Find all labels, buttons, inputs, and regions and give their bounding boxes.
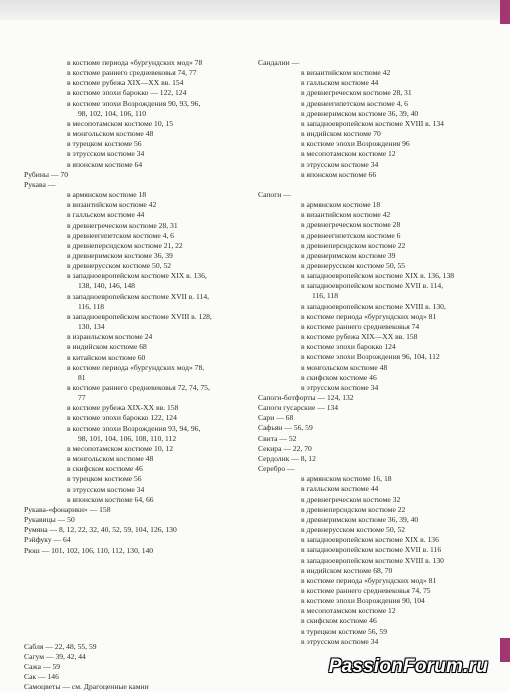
index-subentry: в костюме периода «бургундских мод» 81 [301,311,437,321]
index-subentry: в монгольском костюме 48 [67,454,154,464]
index-subentry: в скифском костюме 46 [67,464,143,474]
index-subentry: в костюме эпохи барокко — 122, 124 [67,88,187,98]
index-subentry: в византийском костюме 42 [301,210,391,220]
index-subentry: в западноевропейском костюме XVII в. 114, [67,291,210,301]
watermark-text: PassionForum.ru [328,656,488,677]
index-subentry: в костюме эпохи барокко 124 [301,342,396,352]
index-heading: Рэйфуку — 64 [24,535,71,545]
index-heading: Сердолик — 8, 12 [258,453,316,463]
index-heading: Самоцветы — см. Драгоценные камни [24,682,149,692]
index-heading: Сажа — 59 [24,661,61,671]
index-heading: Сафьян — 56, 59 [258,423,313,433]
index-subentry: в костюме раннего средневековья 72, 74, 75, [67,383,210,392]
index-subentry: 98, 101, 104, 106, 108, 110, 112 [78,433,177,443]
index-subentry: в костюме рубежа XIX-XX вв. 158 [67,403,179,413]
index-heading: Секира — 22, 70 [258,443,312,453]
index-subentry: в древнегреческом костюме 28, 31 [67,220,178,230]
page-top-band [0,0,510,20]
index-heading: Рубины — 70 [24,169,68,179]
index-subentry: в скифском костюме 46 [301,372,377,382]
index-subentry: в костюме эпохи Возрождения 93, 94, 96, [67,423,201,433]
index-subentry: в армянском костюме 18 [301,200,381,210]
index-heading: Сапоги — [258,189,291,199]
index-subentry: в галльском костюме 44 [67,210,145,220]
index-subentry: в древнерусском костюме 50, 55 [301,260,406,270]
index-subentry: в древнеримском костюме 36, 39, 40 [301,514,419,524]
index-subentry: в костюме эпохи Возрождения 96 [301,139,410,149]
corner-tab-top [500,0,510,24]
index-subentry: в монгольском костюме 48 [301,362,388,372]
index-subentry: в индийском костюме 68 [67,342,147,352]
index-subentry: в этрусском костюме 34 [67,149,145,159]
index-subentry: в костюме периода «бургундских мод» 78 [67,58,203,67]
index-subentry: в костюме эпохи барокко 122, 124 [67,413,177,423]
index-subentry: в византийском костюме 42 [67,200,157,210]
index-subentry: в индийском костюме 68, 70 [301,565,393,575]
index-subentry: в западноевропейском костюме XVIII в. 130 [301,555,444,565]
index-subentry: в древнеперсидском костюме 22 [301,504,406,514]
index-subentry: в костюме периода «бургундских мод» 81 [301,575,437,585]
index-column-right [258,58,498,647]
index-subentry: в костюме рубежа XIX—XX вв. 158 [301,332,418,342]
index-subentry: 138, 140, 146, 148 [78,281,135,291]
index-heading: Рукава-«фонарики» — 158 [24,504,111,514]
index-subentry: в костюме раннего средневековья 74 [301,321,420,331]
index-subentry: в костюме эпохи Возрождения 90, 104 [301,596,425,606]
index-subentry: в этрусском костюме 34 [301,382,379,392]
index-subentry: 98, 102, 104, 106, 110 [78,108,147,118]
index-heading: Рюш — 101, 102, 106, 110, 112, 130, 140 [24,545,154,555]
index-subentry: в древнегреческом костюме 28 [301,220,401,230]
index-subentry: в костюме эпохи Возрождения 90, 93, 96, [67,98,201,108]
index-subentry: в этрусском костюме 34 [301,159,379,169]
index-subentry: в монгольском костюме 48 [67,129,154,139]
index-heading: Рукавицы — 50 [24,515,75,525]
index-subentry: в индийском костюме 70 [301,129,381,139]
index-subentry: в месопотамском костюме 12 [301,606,396,616]
index-subentry: в костюме раннего средневековья 74, 77 [67,68,197,78]
index-heading: Сандалии — [258,58,300,67]
index-heading: Сапоги-ботфорты — 124, 132 [258,393,354,402]
index-subentry: в израильском костюме 24 [67,332,153,342]
index-subentry: в древнеримском костюме 39 [301,250,396,260]
index-subentry: в костюме периода «бургундских мод» 78, [67,362,205,372]
index-heading: Серебро — [258,464,295,474]
index-subentry: в турецком костюме 56 [67,474,142,484]
index-subentry: 77 [78,393,86,403]
index-subentry: 81 [78,372,86,382]
index-heading: Румяна — 8, 12, 22, 32, 40, 52, 59, 104, 126, 130 [24,525,177,535]
index-subentry: 116, 118 [312,291,339,301]
index-subentry: в древнеперсидском костюме 22 [301,240,406,250]
index-subentry: в древнеегипетском костюме 6 [301,230,401,240]
index-heading: Свита — 52 [258,433,297,443]
index-subentry: в галльском костюме 44 [301,78,379,88]
index-subentry: в костюме рубежа XIX—XX вв. 154 [67,78,184,88]
index-heading: Сак — 146 [24,672,59,682]
index-heading: Сабля — 22, 48, 55, 59 [24,641,97,651]
entry-gap [258,180,498,190]
index-subentry: в византийском костюме 42 [301,68,391,78]
index-heading: Сагум — 39, 42, 44 [24,651,86,661]
index-subentry: в месопотамском костюме 10, 15 [67,118,174,128]
index-heading: Сари — 68 [258,413,294,423]
index-subentry: в древнеримском костюме 36, 39, 40 [301,108,419,118]
index-subentry: в месопотамском костюме 12 [301,149,396,159]
index-subentry: в армянском костюме 16, 18 [301,474,392,484]
index-subentry: в этрусском костюме 34 [301,636,379,646]
index-subentry: в древнеримском костюме 36, 39 [67,250,173,260]
index-subentry: в западноевропейском костюме XIX в. 136, 138 [301,271,455,281]
index-subentry: в месопотамском костюме 10, 12 [67,443,174,453]
index-subentry: в галльском костюме 44 [301,484,379,494]
index-subentry: в западноевропейском костюме XVIII в. 134 [301,118,444,128]
index-subentry: в древнеегипетском костюме 4, 6 [301,98,408,108]
index-subentry: 130, 134 [78,322,105,332]
index-subentry: в западноевропейском костюме XVIII в. 128, [67,311,212,321]
index-subentry: в древнегреческом костюме 32 [301,494,401,504]
index-subentry: в скифском костюме 46 [301,616,377,626]
index-subentry: в древнегреческом костюме 28, 31 [301,88,412,98]
index-subentry: в западноевропейском костюме XVII в. 114, [301,281,444,291]
entry-gap [24,556,256,642]
index-subentry: в китайском костюме 60 [67,352,146,362]
index-heading: Сапоги гусарские — 134 [258,403,339,413]
index-subentry: в западноевропейском костюме XIX в. 136 [301,535,439,545]
index-subentry: в армянском костюме 18 [67,190,147,200]
index-subentry: 116, 118 [78,301,105,311]
index-subentry: в западноевропейском костюме XVII в. 116 [301,545,442,555]
index-subentry: в турецком костюме 56 [67,139,142,149]
index-subentry: в западноевропейском костюме XIX в. 136, [67,271,207,281]
corner-tab-bottom [500,638,510,662]
index-subentry: в турецком костюме 56, 59 [301,626,387,636]
index-subentry: в древнерусском костюме 50, 52 [301,525,406,535]
index-subentry: в западноевропейском костюме XVIII в. 130, [301,301,446,311]
index-heading: Рукава — [24,179,56,189]
index-subentry: в японском костюме 64, 66 [67,494,154,504]
index-column-left [24,58,256,692]
index-subentry: в костюме эпохи Возрождения 96, 104, 112 [301,352,440,362]
index-subentry: в древнеперсидском костюме 21, 22 [67,240,183,250]
index-subentry: в японском костюме 64 [67,159,143,169]
index-subentry: в древнеегипетском костюме 4, 6 [67,230,174,240]
index-subentry: в древнерусском костюме 50, 52 [67,261,172,271]
index-subentry: в этрусском костюме 34 [67,484,145,494]
index-subentry: в японском костюме 66 [301,169,377,179]
index-subentry: в костюме раннего средневековья 74, 75 [301,585,431,595]
